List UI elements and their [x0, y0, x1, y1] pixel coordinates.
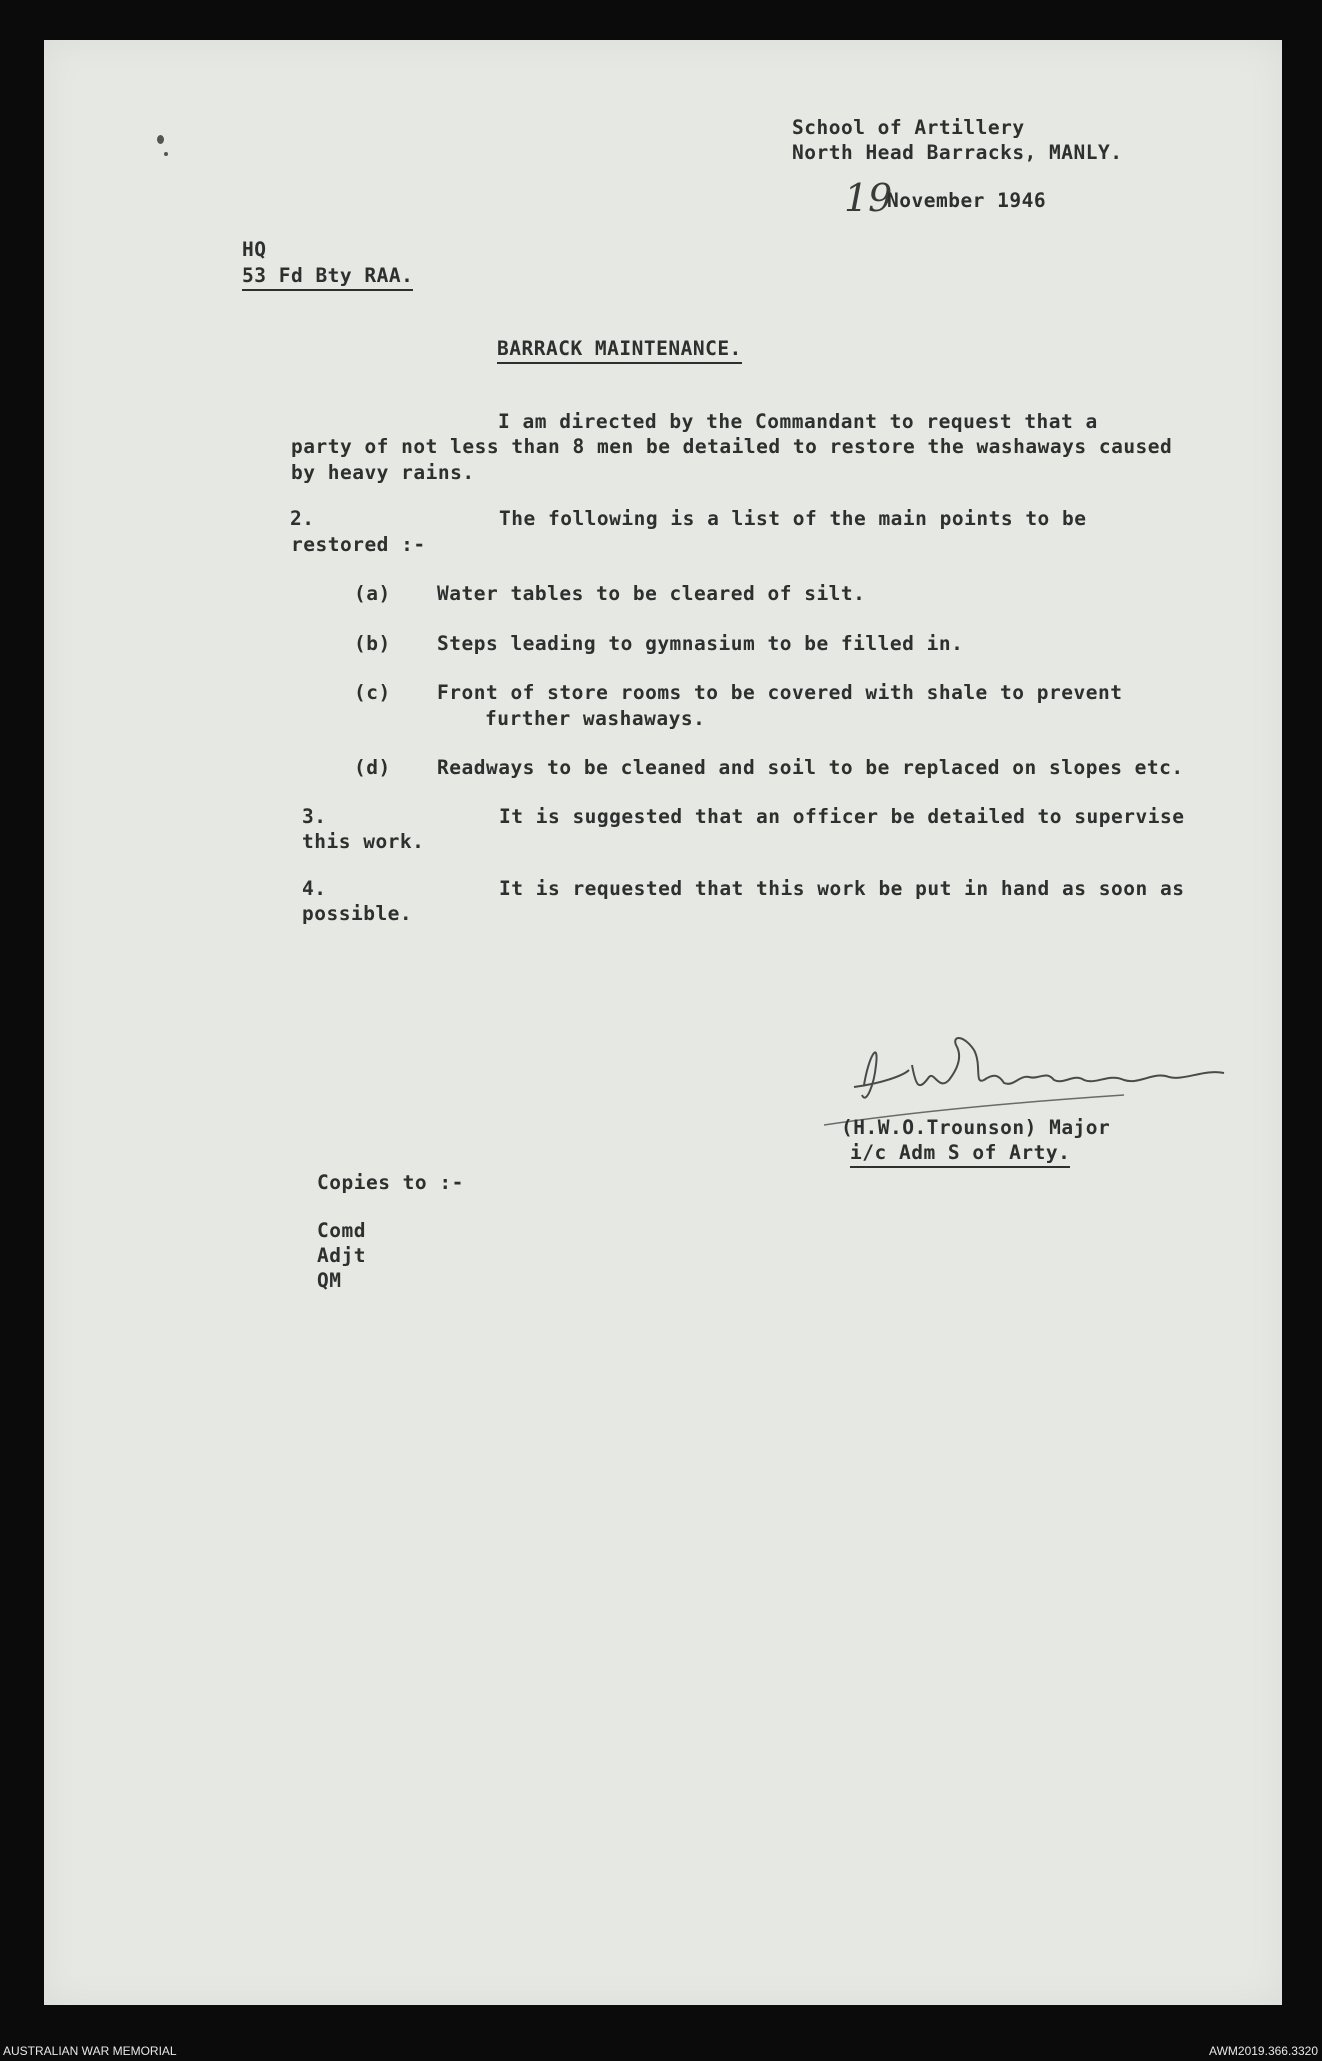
item-text-d: Readways to be cleaned and soil to be replaced on slopes etc. [437, 756, 1184, 779]
document-page [44, 40, 1282, 2005]
copy-recipient: QM [317, 1269, 342, 1292]
addressee-line-2: 53 Fd Bty RAA. [242, 264, 413, 291]
addressee-line-1: HQ [242, 238, 267, 261]
item-text-b: Steps leading to gymnasium to be filled in. [437, 632, 964, 655]
copy-recipient: Adjt [317, 1244, 366, 1267]
item-label-d: (d) [354, 756, 391, 779]
para3-line-1: It is suggested that an officer be detailed to supervise [499, 805, 1185, 828]
item-label-a: (a) [354, 582, 391, 605]
item-label-b: (b) [354, 632, 391, 655]
para2-line-2: restored :- [291, 533, 426, 556]
copies-heading: Copies to :- [317, 1171, 464, 1194]
para2-number: 2. [290, 507, 315, 530]
copy-recipient: Comd [317, 1219, 366, 1242]
para1-line-3: by heavy rains. [291, 461, 475, 484]
signatory-title: i/c Adm S of Arty. [850, 1141, 1070, 1168]
date-month-year: November 1946 [887, 189, 1047, 212]
signatory-name: (H.W.O.Trounson) Major [841, 1116, 1111, 1139]
para3-line-2: this work. [302, 830, 425, 853]
item-text-a: Water tables to be cleared of silt. [437, 582, 866, 605]
date-day-handwritten: 19 [844, 176, 893, 220]
paper-blemish [164, 152, 168, 156]
sender-line-1: School of Artillery [792, 116, 1025, 139]
para4-line-1: It is requested that this work be put in hand as soon as [499, 877, 1185, 900]
para2-line-1: The following is a list of the main points to be [499, 507, 1087, 530]
para4-number: 4. [302, 877, 327, 900]
sender-line-2: North Head Barracks, MANLY. [792, 141, 1123, 164]
item-label-c: (c) [354, 681, 391, 704]
para1-line-2: party of not less than 8 men be detailed to restore the washaways caused [291, 435, 1173, 458]
archive-footer [0, 2041, 1322, 2061]
subject-heading: BARRACK MAINTENANCE. [497, 337, 742, 364]
archive-credit: AUSTRALIAN WAR MEMORIAL [3, 2044, 177, 2058]
paper-blemish [157, 135, 164, 144]
item-text-c-cont: further washaways. [485, 707, 706, 730]
para1-line-1: I am directed by the Commandant to request that a [498, 410, 1098, 433]
archive-accession-number: AWM2019.366.3320 [1209, 2044, 1318, 2058]
para4-line-2: possible. [302, 902, 413, 925]
para3-number: 3. [302, 805, 327, 828]
item-text-c: Front of store rooms to be covered with shale to prevent [437, 681, 1123, 704]
